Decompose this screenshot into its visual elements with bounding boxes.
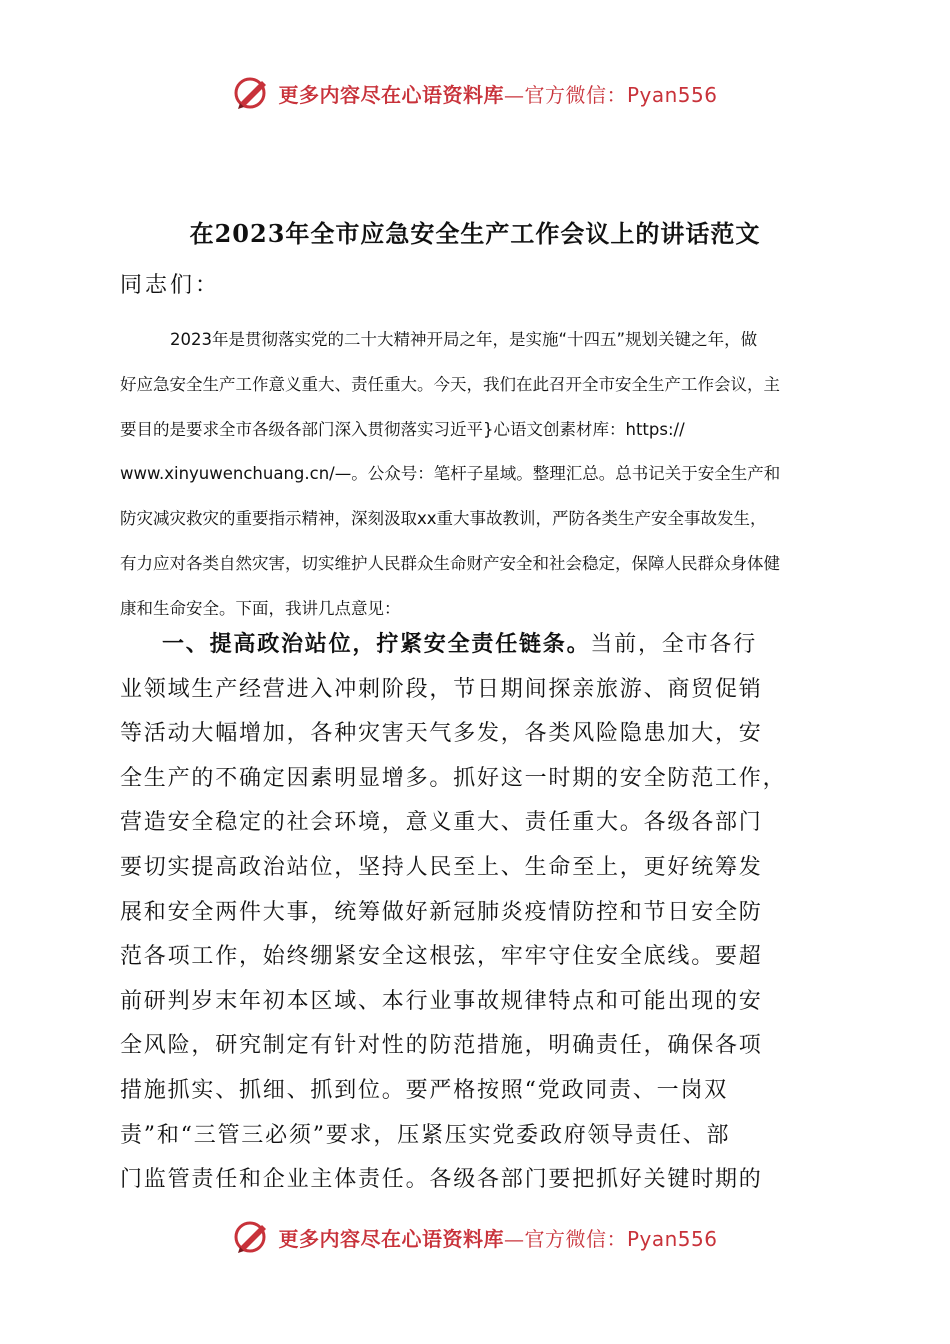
body-line: 展和安全两件大事，统筹做好新冠肺炎疫情防控和节日安全防 — [120, 899, 763, 925]
banner-text: 更多内容尽在心语资料库—官方微信：Pyan556 — [278, 1226, 718, 1251]
intro-line: 康和生命安全。下面，我讲几点意见： — [120, 598, 401, 618]
body-line: 业领域生产经营进入冲刺阶段，节日期间探亲旅游、商贸促销 — [120, 676, 763, 702]
body-line: 门监管责任和企业主体责任。各级各部门要把抓好关键时期的 — [120, 1167, 763, 1193]
intro-line: 好应急安全生产工作意义重大、责任重大。今天，我们在此召开全市安全生产工作会议，主 — [120, 374, 780, 394]
section-1-paragraph — [120, 622, 820, 1203]
body-line: 措施抓实、抓细、抓到位。要严格按照“党政同责、一岗双 — [120, 1077, 729, 1103]
body-line: 等活动大幅增加，各种灾害天气多发，各类风险隐患加大，安 — [120, 721, 763, 747]
footer-banner — [0, 1212, 950, 1262]
document-title: 在2023年全市应急安全生产工作会议上的讲话范文 — [189, 219, 761, 248]
intro-line: www.xinyuwenchuang.cn/—。公众号：笔杆子星域。整理汇总。总书记关于安全生产和 — [120, 464, 781, 484]
section-1-heading: 一、提高政治站位，拧紧安全责任链条。 — [162, 631, 591, 657]
body-line: 前研判岁末年初本区域、本行业事故规律特点和可能出现的安 — [120, 988, 763, 1014]
intro-paragraph — [120, 318, 830, 632]
body-line: 责”和“三管三必须”要求，压紧压实党委政府领导责任、部 — [120, 1122, 731, 1148]
intro-line: 有力应对各类自然灾害，切实维护人民群众生命财产安全和社会稳定，保障人民群众身体健 — [120, 553, 780, 573]
body-line: 要切实提高政治站位，坚持人民至上、生命至上，更好统筹发 — [120, 854, 763, 880]
body-line: 营造安全稳定的社会环境，意义重大、责任重大。各级各部门 — [120, 810, 763, 836]
body-line: 全生产的不确定因素明显增多。抓好这一时期的安全防范工作， — [120, 765, 787, 791]
intro-line: 要目的是要求全市各级各部门深入贯彻落实习近平}心语文创素材库：https:// — [120, 419, 685, 439]
body-line: 范各项工作，始终绷紧安全这根弦，牢牢守住安全底线。要超 — [120, 944, 763, 970]
banner-text: 更多内容尽在心语资料库—官方微信：Pyan556 — [278, 82, 718, 107]
intro-line: 防灾减灾救灾的重要指示精神，深刻汲取xx重大事故教训，严防各类生产安全事故发生， — [120, 509, 767, 529]
pen-logo-icon — [232, 73, 272, 113]
body-line: 全风险，研究制定有针对性的防范措施，明确责任，确保各项 — [120, 1033, 763, 1059]
pen-logo-icon — [232, 1217, 272, 1257]
section-1-first-line — [120, 622, 820, 668]
section-1-text: 当前，全市各行 — [590, 632, 758, 657]
salutation: 同志们： — [120, 273, 221, 298]
header-banner — [0, 68, 950, 118]
intro-line: 2023年是贯彻落实党的二十大精神开局之年，是实施“十四五”规划关键之年，做 — [170, 330, 758, 349]
